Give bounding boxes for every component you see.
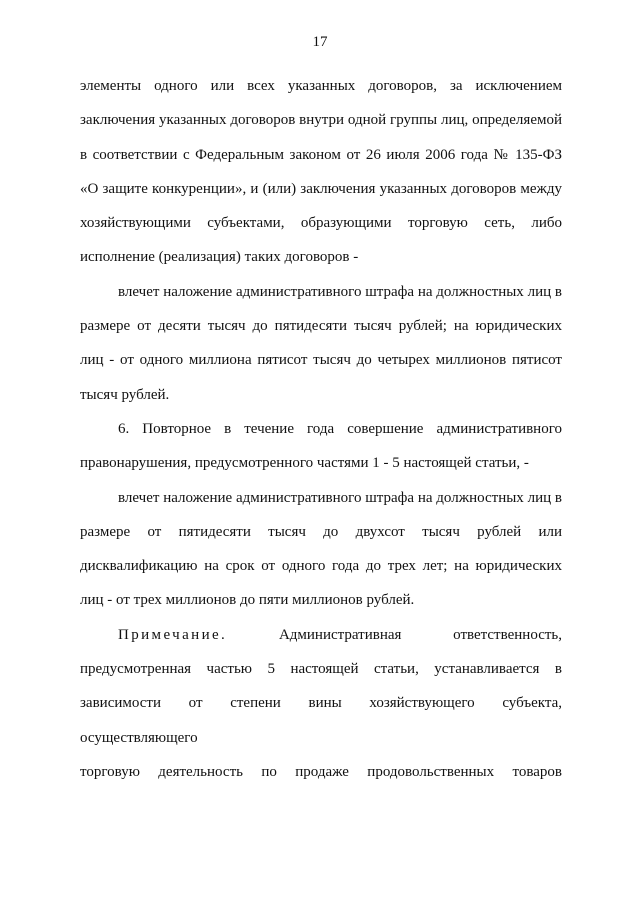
text-line: правонарушения, предусмотренного частями 1 - 5 настоящей статьи, - (80, 455, 529, 472)
text-line: заключения указанных договоров внутри одной группы лиц, определяемой (80, 112, 562, 129)
text-line: лиц - от трех миллионов до пяти миллионов рублей. (80, 592, 415, 609)
text-line: тысяч рублей. (80, 386, 170, 403)
page-number: 17 (312, 34, 328, 50)
text-line: дисквалификацию на срок от одного года до трех лет; на юридических (80, 558, 562, 575)
note-first-line-rest: Административная ответственность, (278, 626, 562, 643)
paragraph-penalty-2 (80, 481, 562, 618)
paragraph-penalty-1 (80, 275, 562, 412)
text-line (80, 618, 562, 652)
text-line: хозяйствующими субъектами, образующими торговую сеть, либо (80, 215, 562, 232)
text-line: предусмотренная частью 5 настоящей статьи, устанавливается в (80, 661, 562, 678)
text-line: влечет наложение административного штрафа на должностных лиц в (118, 489, 562, 506)
text-line: размере от десяти тысяч до пятидесяти тысяч рублей; на юридических (80, 318, 562, 335)
paragraph-contract-elements (80, 69, 562, 275)
paragraph-item-6 (80, 412, 562, 481)
text-line: в соответствии с Федеральным законом от 26 июля 2006 года № 135-ФЗ (80, 146, 562, 163)
text-line: зависимости от степени вины хозяйствующего субъекта, осуществляющего (80, 695, 562, 746)
document-body (80, 69, 562, 789)
text-line: элементы одного или всех указанных договоров, за исключением (80, 78, 562, 94)
text-line: влечет наложение административного штрафа на должностных лиц в (118, 283, 562, 300)
text-line: лиц - от одного миллиона пятисот тысяч до четырех миллионов пятисот (80, 352, 562, 369)
note-label: Примечание. (118, 626, 228, 643)
text-line: «О защите конкуренции», и (или) заключения указанных договоров между (80, 180, 562, 197)
text-line: торговую деятельность по продаже продовольственных товаров (80, 763, 562, 780)
text-line: 6. Повторное в течение года совершение административного (118, 420, 562, 437)
text-line: размере от пятидесяти тысяч до двухсот тысяч рублей или (80, 523, 562, 540)
text-line: исполнение (реализация) таких договоров - (80, 249, 359, 266)
paragraph-note (80, 618, 562, 789)
